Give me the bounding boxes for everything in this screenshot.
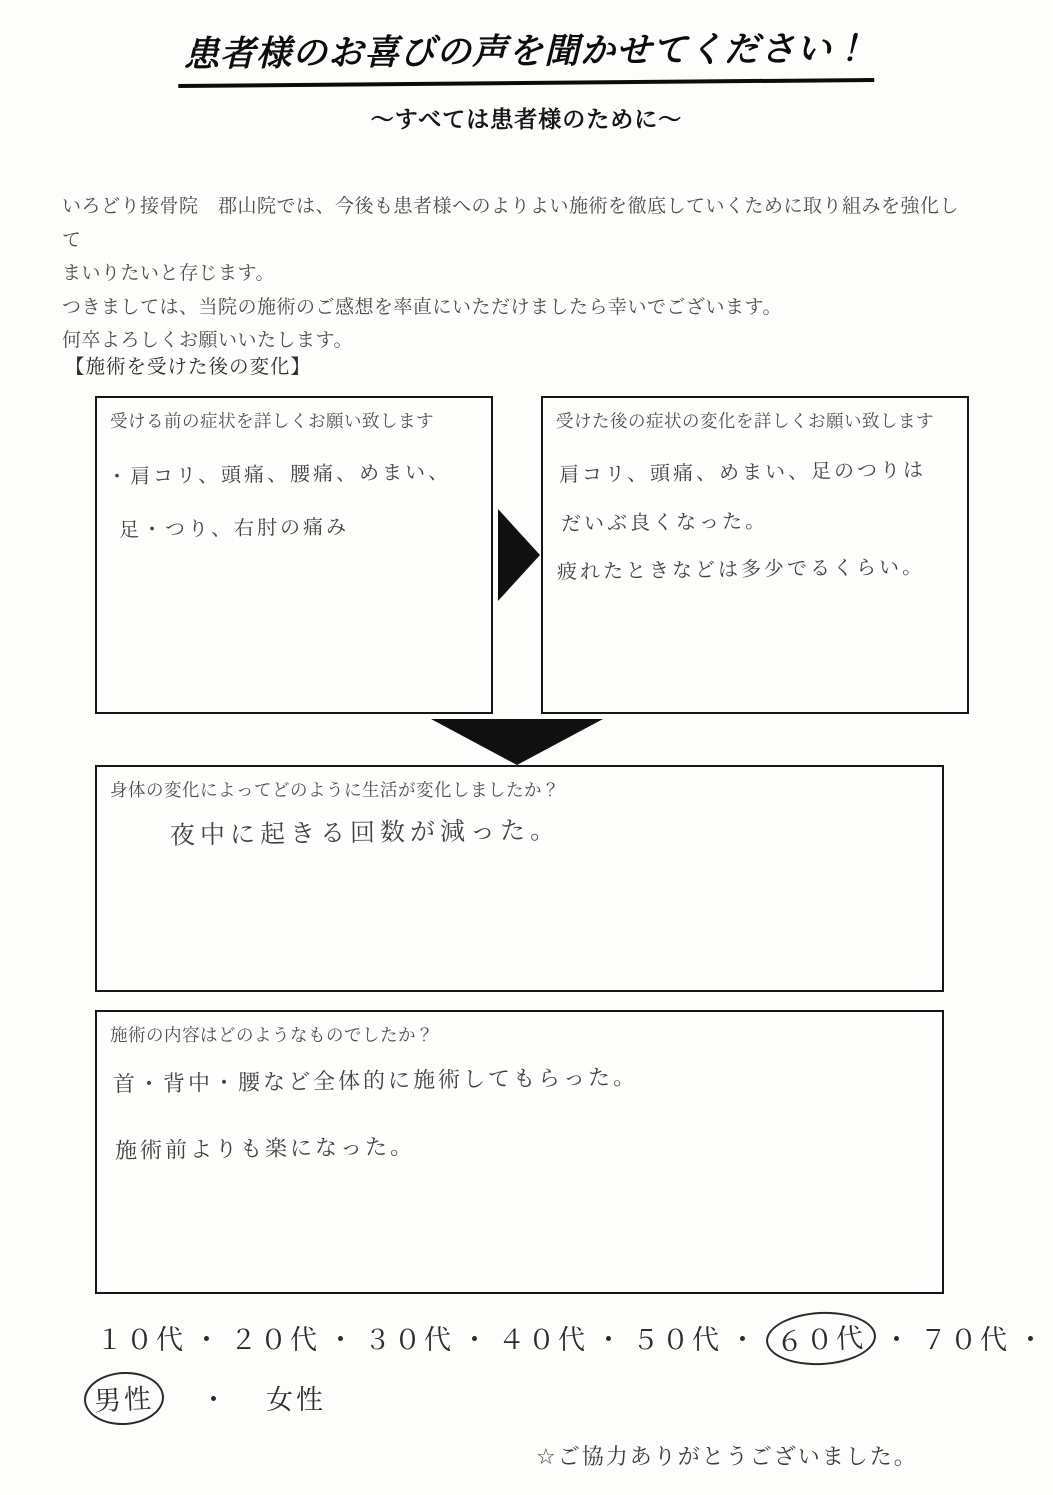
arrow-down-icon [431,719,603,765]
handwritten-answer: 夜中に起きる回数が減った。 [169,815,561,850]
age-separator: ・ [327,1325,357,1355]
question-text: 受けた後の症状の変化を詳しくお願い致します [556,411,934,431]
thanks-note: ☆ご協力ありがとうございました。 [536,1444,918,1469]
handwritten-answer: 足・つり、右肘の痛み [118,514,350,542]
section-label: 【施術を受けた後の変化】 [65,356,312,378]
handwritten-answer: 肩コリ、頭痛、めまい、足のつりは [558,457,927,487]
question-box-after-symptoms [541,396,969,714]
age-option-30s: ３０代 [364,1325,454,1355]
age-separator: ・ [729,1325,759,1355]
age-separator: ・ [193,1325,223,1355]
question-text: 受ける前の症状を詳しくお願い致します [110,411,434,431]
handwritten-answer: ・肩コリ、頭痛、腰痛、めまい、 [106,459,452,489]
question-text: 施術の内容はどのようなものでしたか？ [110,1025,434,1045]
age-separator: ・ [461,1325,491,1355]
question-box-treatment-content [95,1010,944,1294]
age-options-row [96,1312,1047,1365]
age-option-60s-circled: ６０代 [765,1309,878,1368]
age-separator: ・ [1017,1325,1047,1355]
age-separator: ・ [595,1325,625,1355]
question-box-life-change [95,765,944,992]
intro-line: 何卒よろしくお願いいたします。 [62,330,353,351]
age-option-40s: ４０代 [498,1325,588,1355]
question-text: 身体の変化によってどのように生活が変化しましたか？ [110,780,560,800]
intro-line: まいりたいと存じます。 [62,263,275,284]
handwritten-answer: 首・背中・腰など全体的に施術してもらった。 [112,1065,639,1098]
gender-options-row [84,1372,326,1425]
gender-separator: ・ [200,1385,230,1415]
page-subtitle: ～すべては患者様のために～ [370,106,683,132]
age-option-10s: １０代 [96,1325,186,1355]
handwritten-answer: 疲れたときなどは多少でるくらい。 [556,554,926,584]
handwritten-answer: 施術前よりも楽になった。 [114,1134,416,1165]
intro-line: つきましては、当院の施術のご感想を率直にいただけましたら幸いでございます。 [62,296,782,318]
handwritten-answer: だいぶ良くなった。 [560,508,769,536]
gender-option-female: 女性 [266,1385,326,1415]
page-title-wrap [0,24,1053,85]
page-title: 患者様のお喜びの声を聞かせてください！ [178,21,875,88]
age-option-70s: ７０代 [920,1325,1010,1355]
question-box-before-symptoms [95,396,493,714]
gender-option-male-circled: 男性 [83,1370,166,1427]
intro-line: いろどり接骨院 郡山院では、今後も患者様へのよりよい施術を徹底していくために取り組みを強化して [62,196,960,251]
age-option-20s: ２０代 [230,1325,320,1355]
age-separator: ・ [883,1325,913,1355]
arrow-right-icon [498,509,540,601]
intro-paragraph [62,190,972,358]
age-option-50s: ５０代 [632,1325,722,1355]
